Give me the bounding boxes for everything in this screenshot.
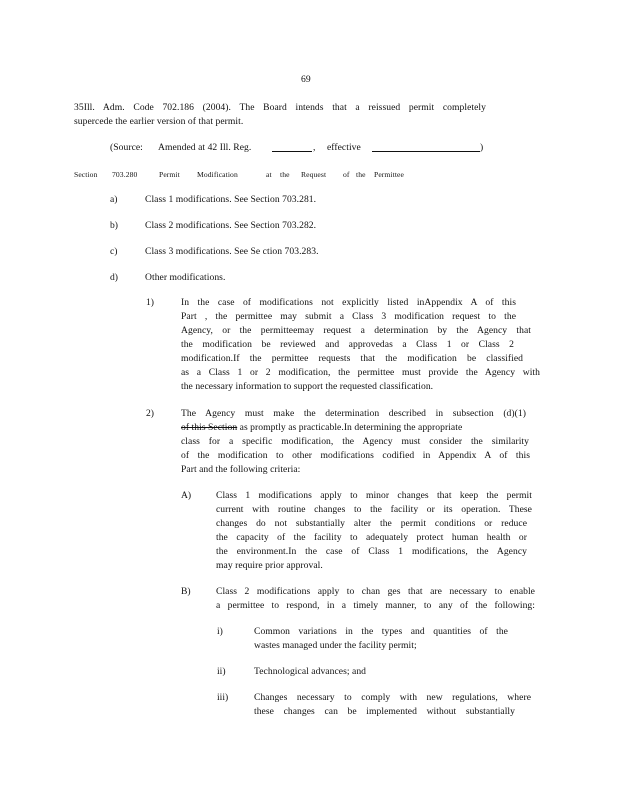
roman-label: i) [217, 626, 223, 637]
subsection-label: B) [181, 586, 191, 597]
paragraph-line: these changes can be implemented without substantially [254, 706, 515, 717]
paragraph-line: the environment.In the case of Class 1 modifications, the Agency [216, 546, 527, 557]
item-label: b) [110, 220, 118, 231]
paragraph-line: current with routine changes to the facility or its operation. These [216, 504, 532, 515]
paragraph-line: a permittee to respond, in a timely manner, to any of the following: [216, 600, 535, 611]
source-label: (Source: [110, 142, 143, 153]
section-title-word: Permit [159, 170, 180, 179]
effective-date-blank [372, 141, 480, 152]
paragraph-line: wastes managed under the facility permit; [254, 640, 417, 651]
subsection-label: 1) [146, 297, 154, 308]
item-text: Other modifications. [145, 272, 226, 283]
roman-label: iii) [217, 692, 229, 703]
intro-line-1: 35Ill. Adm. Code 702.186 (2004). The Board intends that a reissued permit completely [74, 102, 486, 113]
item-label: d) [110, 272, 118, 283]
item-label: c) [110, 246, 118, 257]
paragraph-line: Class 1 modifications apply to minor changes that keep the permit [216, 490, 532, 501]
item-text: Class 2 modifications. See Section 703.282. [145, 220, 317, 231]
paragraph-line: Class 2 modifications apply to chan ges that are necessary to enable [216, 586, 535, 597]
paragraph-line: Common variations in the types and quantities of the [254, 626, 508, 637]
subsection-label: 2) [146, 408, 154, 419]
paragraph-line: Changes necessary to comply with new regulations, where [254, 692, 531, 703]
paragraph-line: the modification be reviewed and approvedas a Class 1 or Class 2 [181, 339, 514, 350]
section-number: 703.280 [112, 170, 138, 179]
paragraph-line: In the case of modifications not explicitly listed inAppendix A of this [181, 297, 516, 308]
page-number: 69 [301, 74, 311, 85]
paragraph-line: Part and the following criteria: [181, 464, 301, 475]
item-label: a) [110, 194, 118, 205]
paragraph-line: of the modification to other modifications codified in Appendix A of this [181, 450, 530, 461]
paragraph-line: as a Class 1 or 2 modification, the permittee must provide the Agency with [181, 367, 540, 378]
paragraph-line: modification.If the permittee requests that the modification be classified [181, 353, 523, 364]
paragraph-line: the necessary information to support the requested classification. [181, 381, 434, 392]
paragraph-line: Part , the permittee may submit a Class 3 modification request to the [181, 311, 516, 322]
item-text: Class 3 modifications. See Se ction 703.283. [145, 246, 319, 257]
paragraph-line: may require prior approval. [216, 560, 323, 571]
section-title-word: Request [301, 170, 327, 179]
paragraph-line [181, 421, 462, 435]
section-title-word: of [343, 170, 350, 179]
subsection-label: A) [181, 490, 192, 501]
item-text: Class 1 modifications. See Section 703.281. [145, 194, 317, 205]
section-title-word: the [280, 170, 290, 179]
struck-text: of this Section [181, 422, 238, 433]
roman-label: ii) [217, 666, 226, 677]
source-effective: effective [327, 142, 361, 153]
paragraph-line: class for a specific modification, the Agency must consider the similarity [181, 436, 529, 447]
paragraph-line: The Agency must make the determination described in subsection (d)(1) [181, 408, 526, 419]
section-word: Section [74, 170, 98, 179]
paragraph-text: as promptly as practicable.In determining the appropriate [237, 422, 463, 433]
paragraph-line: Technological advances; and [254, 666, 367, 677]
intro-line-2: supercede the earlier version of that permit. [74, 116, 244, 127]
source-close: ) [480, 142, 484, 153]
section-title-word: the [356, 170, 366, 179]
source-comma: , [313, 142, 316, 153]
section-title-word: at [266, 170, 272, 179]
paragraph-line: the capacity of the facility to adequately protect human health or [216, 532, 527, 543]
section-title-word: Modification [197, 170, 238, 179]
paragraph-line: Agency, or the permitteemay request a determination by the Agency that [181, 325, 531, 336]
source-amended: Amended at 42 Ill. Reg. [158, 142, 252, 153]
paragraph-line: changes do not substantially alter the permit conditions or reduce [216, 518, 527, 529]
register-blank [272, 141, 312, 152]
section-title-word: Permittee [374, 170, 404, 179]
